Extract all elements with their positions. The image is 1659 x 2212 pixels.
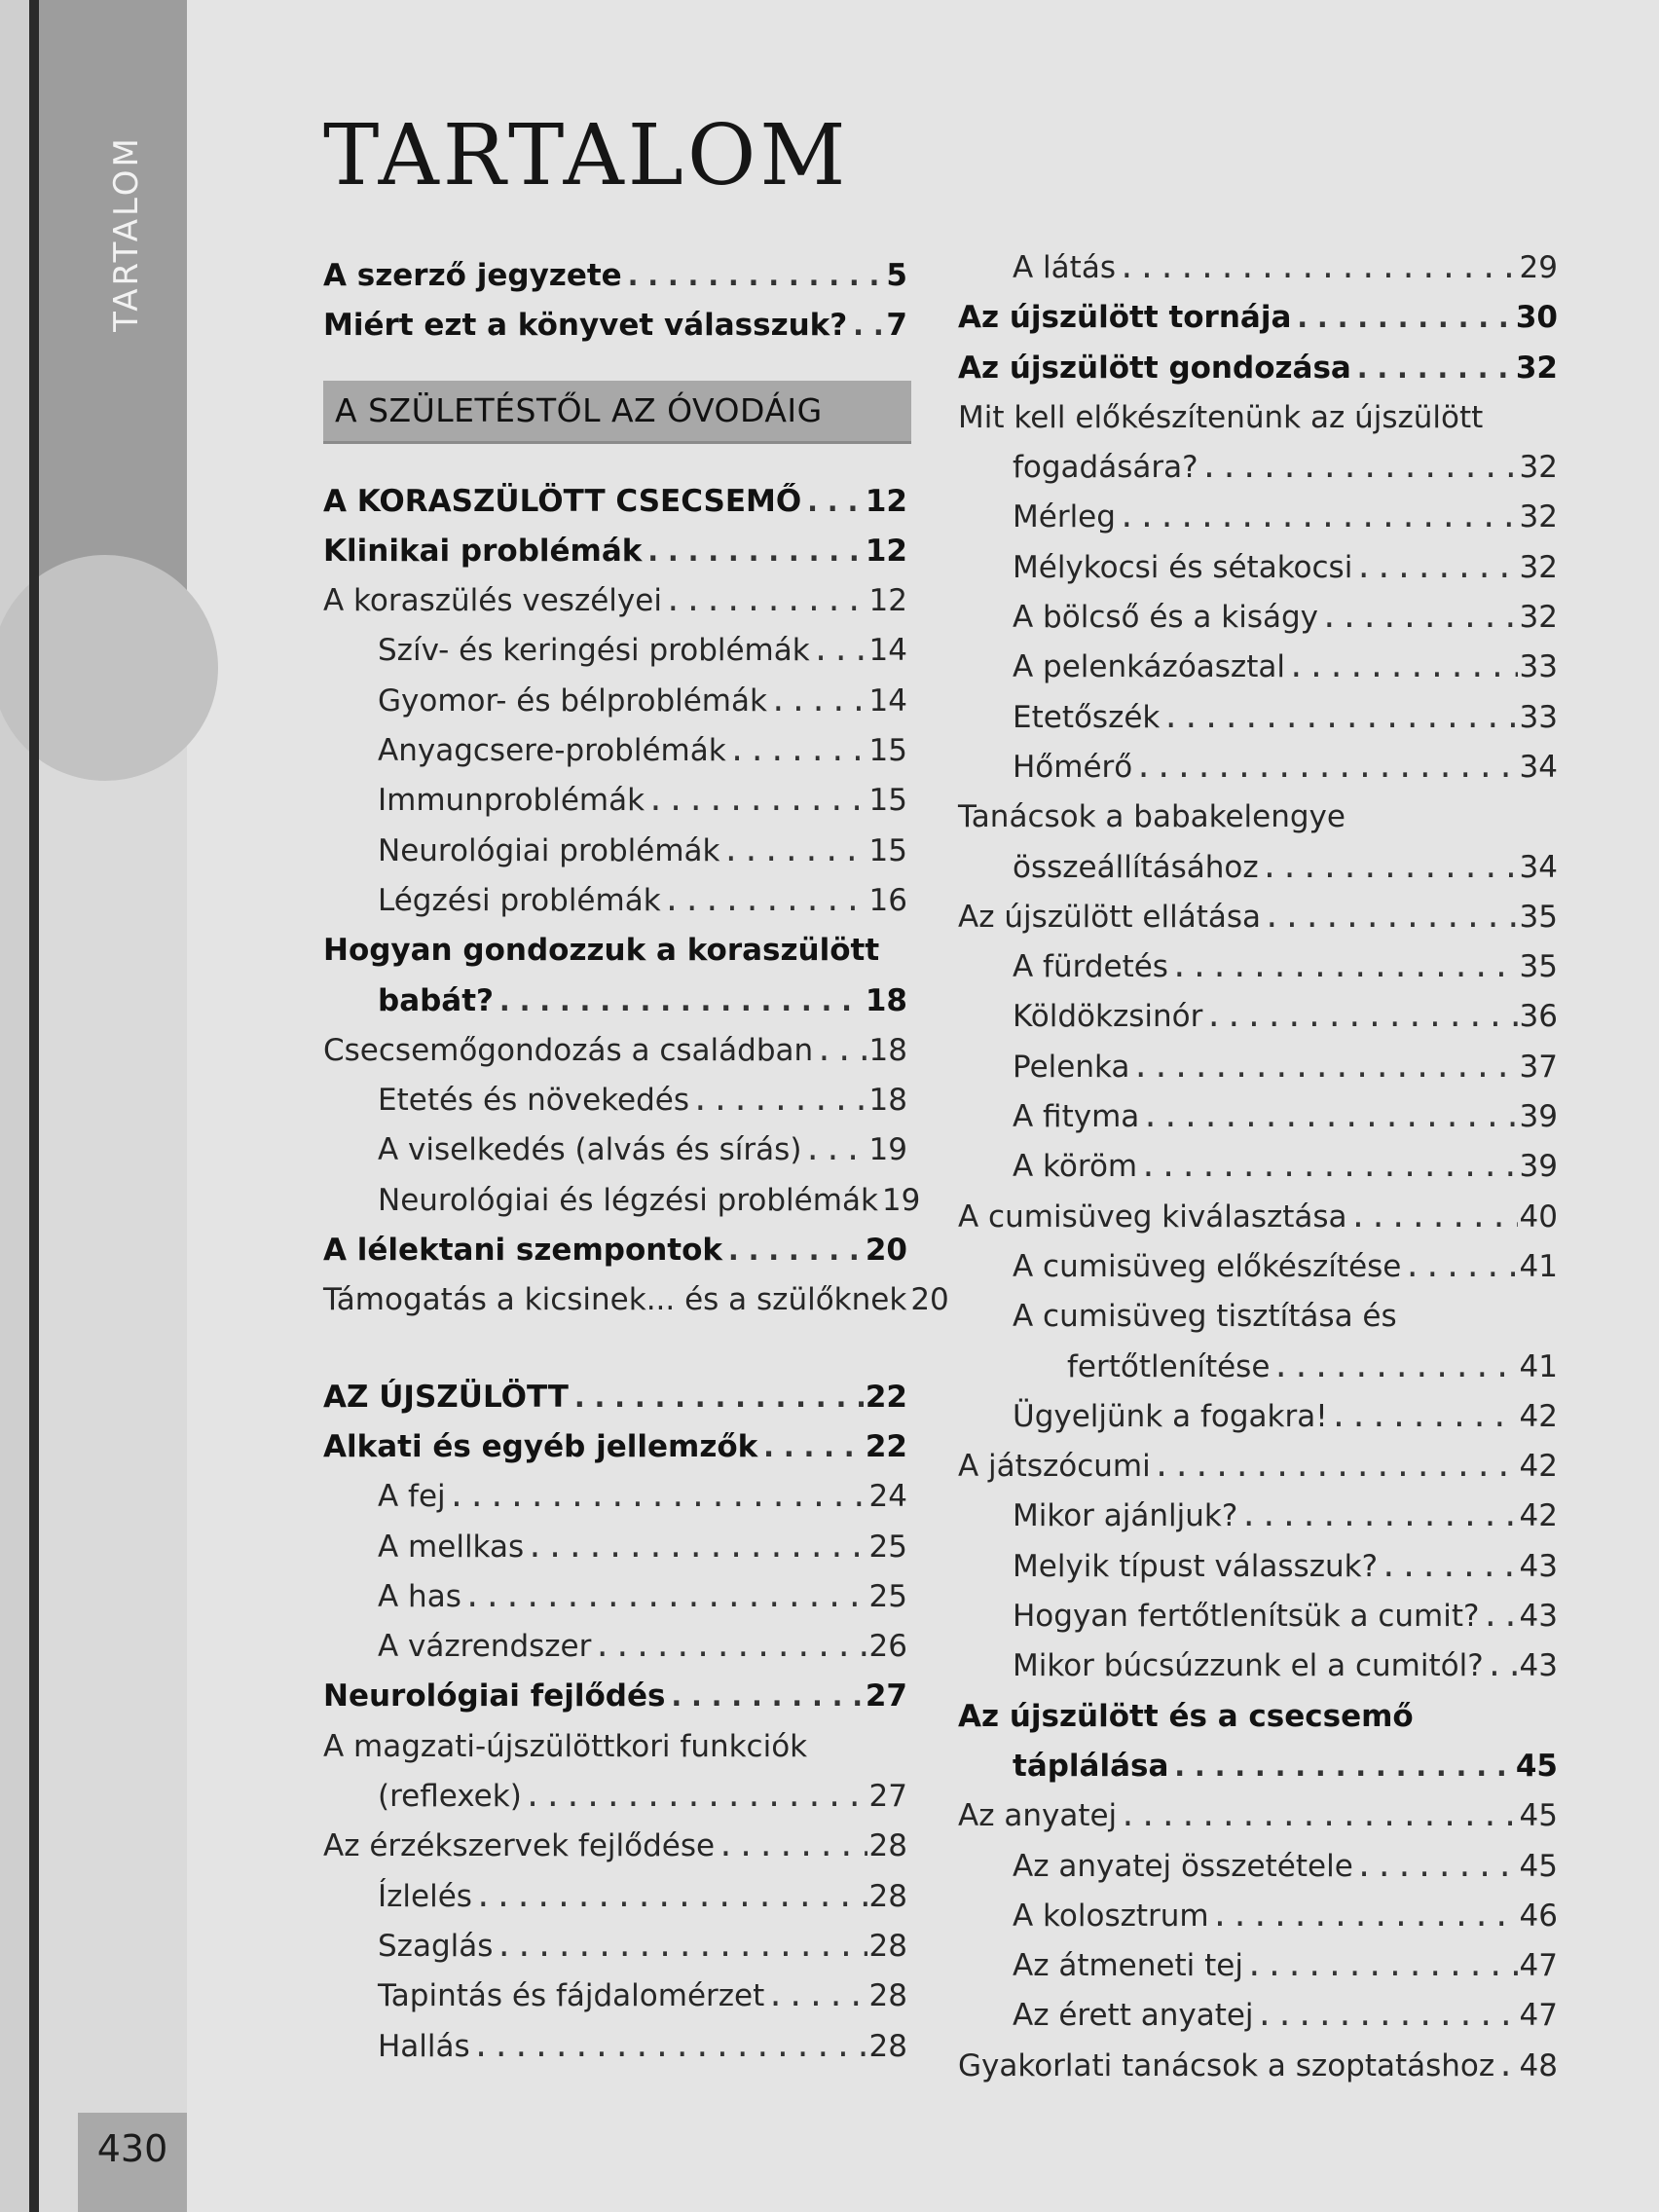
toc-entry (323, 1523, 907, 1572)
toc-entry-title: Etetés és növekedés (378, 1083, 689, 1119)
toc-entry (323, 2022, 907, 2072)
toc-wrapped-entry (958, 1292, 1558, 1392)
toc-entry-title: Szív- és keringési problémák (378, 633, 810, 669)
toc-entry-page: 28 (868, 1978, 907, 2014)
toc-entry-title: Szaglás (378, 1928, 494, 1964)
toc-entry-title: Melyik típust válasszuk? (1013, 1548, 1379, 1584)
toc-entry (958, 1592, 1558, 1641)
toc-entry (958, 1542, 1558, 1592)
dot-leader (1211, 1892, 1518, 1941)
toc-entry-title: Klinikai problémák (323, 533, 643, 569)
dot-leader (1134, 743, 1517, 793)
toc-entry-title: A cumisüveg kiválasztása (958, 1198, 1347, 1235)
toc-entry (323, 677, 907, 726)
dot-leader (1204, 992, 1517, 1042)
toc-entry-page: 33 (1519, 699, 1558, 735)
toc-entry-title: A has (378, 1578, 461, 1614)
toc-entry (323, 1672, 907, 1721)
toc-entry-title: A kolosztrum (1013, 1898, 1209, 1934)
toc-entry-title-line1: A cumisüveg tisztítása és (1013, 1299, 1397, 1335)
toc-group (323, 1373, 907, 1722)
toc-entry-title: A viselkedés (alvás és sírás) (378, 1132, 802, 1168)
toc-entry (323, 1076, 907, 1125)
dot-leader (1200, 443, 1518, 493)
toc-entry (323, 626, 907, 676)
toc-entry-page: 32 (1519, 499, 1558, 535)
toc-entry-page: 39 (1519, 1149, 1558, 1185)
dot-leader (463, 1572, 867, 1622)
toc-entry-page: 35 (1519, 899, 1558, 935)
toc-entry (958, 643, 1558, 692)
toc-entry-page: 19 (868, 1132, 907, 1168)
dot-leader (1380, 1542, 1518, 1592)
toc-entry-title: Hallás (378, 2028, 470, 2064)
toc-entry (958, 2042, 1558, 2091)
toc-group (958, 243, 1558, 393)
dot-leader (1170, 942, 1518, 992)
toc-entry-title: Az átmeneti tej (1013, 1948, 1243, 1984)
toc-left-column (323, 251, 949, 2072)
toc-entry-title: Az anyatej (958, 1798, 1118, 1834)
toc-entry-page: 42 (1519, 1498, 1558, 1534)
toc-entry (958, 1442, 1558, 1492)
dot-leader (759, 1422, 864, 1472)
dot-leader (803, 1125, 866, 1175)
toc-entry-title: Neurológiai problémák (378, 832, 720, 868)
toc-group (323, 1026, 949, 1326)
toc-entry-page: 42 (1519, 1398, 1558, 1434)
toc-entry-page: 20 (865, 1233, 907, 1269)
dot-leader (1139, 1142, 1517, 1192)
toc-entry-title: Az újszülött ellátása (958, 899, 1261, 935)
toc-entry-page: 18 (868, 1083, 907, 1119)
toc-entry-title: Miért ezt a könyvet válasszuk? (323, 308, 848, 344)
dot-leader (448, 1472, 867, 1522)
toc-entry (323, 1125, 907, 1175)
toc-entry (323, 1026, 907, 1076)
toc-entry-title-line2: fertőtlenítése (1067, 1348, 1271, 1384)
dot-leader (1239, 1492, 1517, 1541)
toc-entry-page: 18 (868, 1032, 907, 1068)
toc-entry-page: 28 (868, 1878, 907, 1914)
toc-entry (958, 843, 1558, 893)
toc-entry-title: Gyomor- és bélproblémák (378, 682, 767, 719)
toc-entry (323, 477, 907, 527)
toc-entry-title: A bölcső és a kiságy (1013, 600, 1318, 636)
toc-entry-title-line2: összeállításához (1013, 849, 1259, 885)
toc-entry (958, 293, 1558, 343)
dot-leader (815, 1026, 866, 1076)
dot-leader (722, 827, 867, 876)
toc-entry-title: AZ ÚJSZÜLÖTT (323, 1379, 569, 1415)
toc-entry (323, 776, 907, 826)
toc-entry (958, 893, 1558, 942)
toc-entry (323, 726, 907, 776)
toc-entry-page: 22 (865, 1379, 907, 1415)
dot-leader (1261, 843, 1518, 893)
toc-entry-title: Támogatás a kicsinek... és a szülőknek (323, 1282, 907, 1318)
toc-group (323, 477, 907, 927)
toc-entry-title: A fürdetés (1013, 949, 1168, 985)
toc-entry-page: 14 (868, 633, 907, 669)
toc-wrapped-entry (958, 393, 1558, 494)
dot-leader (1245, 1941, 1518, 1991)
toc-entry-page: 26 (868, 1629, 907, 1665)
toc-entry-title: A szerző jegyzete (323, 258, 622, 293)
toc-entry (323, 1922, 907, 1972)
dot-leader (646, 776, 866, 826)
toc-entry-title: A vázrendszer (378, 1629, 592, 1665)
toc-wrapped-entry (323, 926, 907, 1026)
dot-leader (496, 977, 864, 1026)
toc-entry-title: A KORASZÜLÖTT CSECSEMŐ (323, 483, 802, 519)
toc-entry-title-line1: Az újszülött és a csecsemő (958, 1698, 1414, 1734)
toc-wrapped-entry (958, 1692, 1558, 1792)
toc-entry-title: Mikor búcsúzzunk el a cumitól? (1013, 1648, 1484, 1684)
toc-entry-page: 5 (886, 258, 907, 293)
toc-entry-title: Hogyan fertőtlenítsük a cumit? (1013, 1599, 1480, 1635)
toc-entry (323, 827, 907, 876)
toc-entry (958, 1392, 1558, 1442)
toc-entry-page: 47 (1519, 1948, 1558, 1984)
toc-entry-title: Az újszülött tornája (958, 300, 1292, 336)
dot-leader (691, 1076, 867, 1125)
dot-leader (474, 1872, 867, 1922)
toc-entry-title-line2: táplálása (1013, 1748, 1169, 1784)
toc-entry-page: 25 (868, 1529, 907, 1565)
dot-leader (1119, 1791, 1517, 1841)
toc-entry-page: 27 (865, 1678, 907, 1714)
toc-group (958, 893, 1558, 1292)
dot-leader (495, 1922, 866, 1972)
toc-entry-page: 15 (868, 832, 907, 868)
dot-leader (1287, 643, 1518, 692)
dot-leader (1272, 1343, 1517, 1392)
dot-leader (1118, 493, 1518, 542)
toc-entry-title: Alkati és egyéb jellemzők (323, 1428, 758, 1464)
toc-entry-title: Légzési problémák (378, 882, 661, 918)
dot-leader (1403, 1242, 1517, 1292)
dot-leader (1170, 1742, 1513, 1791)
toc-entry (958, 1492, 1558, 1541)
toc-entry-title: Mérleg (1013, 499, 1116, 535)
toc-entry-page: 14 (868, 682, 907, 719)
toc-entry-page: 34 (1519, 749, 1558, 785)
section-heading: A SZÜLETÉSTŐL AZ ÓVODÁIG (335, 390, 823, 429)
toc-entry-page: 12 (865, 533, 907, 569)
toc-entry-page: 16 (868, 882, 907, 918)
toc-entry (958, 992, 1558, 1042)
dot-leader (571, 1373, 864, 1422)
toc-entry-page: 45 (1515, 1748, 1558, 1784)
dot-leader (1496, 2042, 1517, 2091)
toc-entry-title-line2: (reflexek) (378, 1779, 522, 1815)
page-title: TARTALOM (323, 107, 850, 204)
toc-entry-title: Ízlelés (378, 1878, 472, 1914)
dot-leader (769, 677, 867, 726)
toc-entry (958, 743, 1558, 793)
toc-entry-title-line2: babát? (378, 982, 495, 1018)
toc-group (323, 1822, 907, 2071)
toc-entry-title: Az érett anyatej (1013, 1998, 1254, 2034)
toc-entry-page: 20 (910, 1282, 949, 1318)
toc-entry-title: A játszócumi (958, 1449, 1151, 1485)
toc-entry-page: 32 (1515, 350, 1558, 386)
toc-entry-page: 41 (1519, 1248, 1558, 1284)
toc-entry (323, 1822, 907, 1871)
toc-entry-page: 41 (1519, 1348, 1558, 1384)
toc-entry (323, 527, 907, 576)
toc-group (958, 1392, 1558, 1692)
dot-leader (812, 626, 867, 676)
toc-entry-title: A lélektani szempontok (323, 1233, 723, 1269)
toc-entry (958, 1343, 1558, 1392)
toc-entry-page: 15 (868, 733, 907, 769)
toc-entry-page: 28 (868, 1928, 907, 1964)
toc-entry-title: Ügyeljünk a fogakra! (1013, 1398, 1328, 1434)
toc-entry (958, 1193, 1558, 1242)
dot-leader (1353, 344, 1514, 393)
toc-entry-page: 19 (881, 1182, 921, 1218)
toc-entry (958, 1242, 1558, 1292)
toc-entry-page: 33 (1519, 649, 1558, 685)
dot-leader (1349, 1193, 1518, 1242)
book-spine (29, 0, 39, 2212)
toc-entry-title: A cumisüveg előkészítése (1013, 1248, 1402, 1284)
dot-leader (593, 1622, 866, 1672)
dot-leader (1320, 593, 1518, 643)
toc-entry-page: 35 (1519, 949, 1558, 985)
dot-leader (667, 1672, 863, 1721)
toc-entry-page: 12 (868, 583, 907, 619)
toc-entry-title: Csecsemőgondozás a családban (323, 1032, 814, 1068)
toc-entry-page: 43 (1519, 1648, 1558, 1684)
toc-entry (958, 942, 1558, 992)
dot-leader (717, 1822, 866, 1871)
toc-entry (958, 1941, 1558, 1991)
dot-leader (728, 726, 867, 776)
toc-entry-title: A látás (1013, 250, 1116, 285)
toc-entry-page: 18 (865, 982, 907, 1018)
dot-leader (664, 576, 867, 626)
dot-leader (1330, 1392, 1518, 1442)
toc-entry-page: 43 (1519, 1599, 1558, 1635)
toc-entry-title: Tapintás és fájdalomérzet (378, 1978, 765, 2014)
toc-entry-title-line1: A magzati-újszülöttkori funkciók (323, 1728, 808, 1764)
toc-entry (958, 1892, 1558, 1941)
dot-leader (1153, 1442, 1518, 1492)
toc-entry-page: 37 (1519, 1049, 1558, 1085)
toc-entry (958, 693, 1558, 743)
toc-entry-page: 29 (1519, 250, 1558, 285)
toc-group (958, 1791, 1558, 2091)
toc-entry-title: Immunproblémák (378, 783, 645, 819)
dot-leader (624, 251, 885, 301)
toc-entry (323, 1422, 907, 1472)
toc-entry-title: Az újszülött gondozása (958, 350, 1351, 386)
dot-leader (526, 1523, 866, 1572)
dot-leader (1263, 893, 1518, 942)
toc-wrapped-entry (323, 1722, 907, 1823)
toc-entry-page: 43 (1519, 1548, 1558, 1584)
toc-entry (323, 876, 907, 926)
toc-entry (323, 1373, 907, 1422)
toc-entry (958, 1791, 1558, 1841)
dot-leader (1481, 1592, 1517, 1641)
toc-entry (958, 443, 1558, 493)
toc-entry (323, 576, 907, 626)
toc-entry-title: Pelenka (1013, 1049, 1130, 1085)
toc-entry-title: Etetőszék (1013, 699, 1161, 735)
toc-entry (958, 243, 1558, 293)
toc-entry (958, 1991, 1558, 2041)
toc-entry (323, 251, 907, 301)
toc-entry-page: 32 (1519, 600, 1558, 636)
toc-entry-title: A koraszülés veszélyei (323, 583, 662, 619)
toc-right-column (958, 243, 1558, 2091)
dot-leader (1354, 543, 1517, 593)
toc-entry-title: Mélykocsi és sétakocsi (1013, 549, 1353, 585)
toc-entry (958, 1092, 1558, 1142)
dot-leader (1161, 693, 1517, 743)
toc-entry-page: 39 (1519, 1099, 1558, 1135)
dot-leader (1486, 1641, 1518, 1691)
toc-entry-page: 46 (1519, 1898, 1558, 1934)
toc-entry-page: 15 (868, 783, 907, 819)
dot-leader (1293, 293, 1513, 343)
toc-entry-title-line2: fogadására? (1013, 450, 1198, 486)
toc-entry-title: Az anyatej összetétele (1013, 1848, 1353, 1884)
dot-leader (849, 301, 884, 350)
toc-entry-title: A pelenkázóasztal (1013, 649, 1285, 685)
side-label: TARTALOM (107, 135, 147, 332)
toc-entry (323, 1226, 907, 1275)
dot-leader (803, 477, 864, 527)
toc-entry-page: 32 (1519, 450, 1558, 486)
toc-entry-page: 7 (886, 308, 907, 344)
toc-entry-title: Anyagcsere-problémák (378, 733, 726, 769)
toc-entry (958, 1742, 1558, 1791)
toc-entry-page: 24 (868, 1479, 907, 1515)
toc-entry (323, 977, 907, 1026)
toc-entry-page: 27 (868, 1779, 907, 1815)
toc-entry (323, 1772, 907, 1822)
dot-leader (1131, 1043, 1517, 1092)
toc-entry (323, 1472, 907, 1522)
toc-entry-page: 36 (1519, 999, 1558, 1035)
toc-entry-page: 40 (1519, 1198, 1558, 1235)
toc-group (958, 493, 1558, 793)
toc-entry-title: A fej (378, 1479, 446, 1515)
toc-entry-title: Köldökzsinór (1013, 999, 1203, 1035)
toc-entry-title: Neurológiai fejlődés (323, 1678, 666, 1714)
toc-entry-title-line1: Mit kell előkészítenünk az újszülött (958, 399, 1484, 435)
toc-entry-page: 28 (868, 2028, 907, 2064)
dot-leader (724, 1226, 864, 1275)
toc-entry (323, 1572, 907, 1622)
toc-entry-page: 32 (1519, 549, 1558, 585)
toc-entry-page: 12 (865, 483, 907, 519)
toc-entry-page: 22 (865, 1428, 907, 1464)
toc-entry-title: A fityma (1013, 1099, 1140, 1135)
page-number: 430 (96, 2127, 168, 2170)
toc-entry (323, 1275, 949, 1325)
toc-entry (323, 301, 907, 350)
section-heading-bar (323, 381, 911, 444)
dot-leader (524, 1772, 867, 1822)
toc-entry (323, 1872, 907, 1922)
toc-entry-title: A mellkas (378, 1529, 525, 1565)
toc-entry-page: 25 (868, 1578, 907, 1614)
toc-entry (958, 1043, 1558, 1092)
toc-entry-page: 47 (1519, 1998, 1558, 2034)
dot-leader (644, 527, 863, 576)
toc-entry (958, 1641, 1558, 1691)
toc-entry (958, 543, 1558, 593)
toc-entry-page: 48 (1519, 2047, 1558, 2083)
toc-entry-title: Hőmérő (1013, 749, 1133, 785)
toc-entry-page: 45 (1519, 1848, 1558, 1884)
dot-leader (766, 1972, 866, 2021)
toc-entry-page: 42 (1519, 1449, 1558, 1485)
toc-entry-title: Az érzékszervek fejlődése (323, 1828, 716, 1864)
toc-entry-page: 28 (868, 1828, 907, 1864)
toc-entry-page: 34 (1519, 849, 1558, 885)
toc-entry-page: 30 (1515, 300, 1558, 336)
toc-entry (958, 593, 1558, 643)
toc-entry-title: Neurológiai és légzési problémák (378, 1182, 878, 1218)
toc-entry-page: 45 (1519, 1798, 1558, 1834)
toc-entry (958, 344, 1558, 393)
dot-leader (663, 876, 867, 926)
toc-entry-title-line1: Tanácsok a babakelengye (958, 799, 1346, 835)
dot-leader (1118, 243, 1518, 293)
toc-intro (323, 251, 907, 351)
toc-entry (323, 1622, 907, 1672)
dot-leader (1355, 1842, 1518, 1892)
toc-entry (323, 1176, 921, 1226)
toc-entry-title: Mikor ajánljuk? (1013, 1498, 1238, 1534)
toc-entry (323, 1972, 907, 2021)
toc-wrapped-entry (958, 793, 1558, 893)
toc-entry (958, 1842, 1558, 1892)
toc-entry (958, 1142, 1558, 1192)
dot-leader (1256, 1991, 1518, 2041)
toc-entry-title: A köröm (1013, 1149, 1138, 1185)
toc-entry (958, 493, 1558, 542)
dot-leader (1141, 1092, 1517, 1142)
toc-entry-title-line1: Hogyan gondozzuk a koraszülött (323, 933, 880, 969)
toc-entry-title: Gyakorlati tanácsok a szoptatáshoz (958, 2047, 1495, 2083)
dot-leader (472, 2022, 867, 2072)
